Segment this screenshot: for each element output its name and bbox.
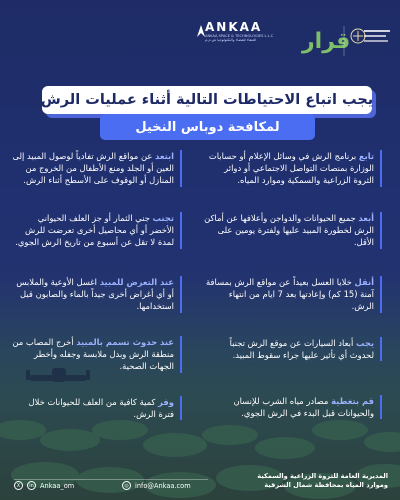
precaution-text: جني الثمار أو جز العلف الحيواني الأخضر أو أي محاصيل أخرى تعرضت للرش لمدة لا تقل عن أسبوع من تاريخ الرش الجوي.	[15, 213, 174, 248]
email-text: info@Ankaa.com	[135, 481, 191, 490]
precaution-item	[204, 337, 382, 361]
header	[0, 10, 400, 54]
brand-sub-ar: العنقاء للفضاء والتكنولوجيا ش.م.م	[205, 38, 257, 43]
page-title: يجب اتباع الاحتياطات التالية أثناء عمليات الرش	[40, 92, 374, 108]
precaution-keyword: أبعد	[358, 213, 374, 223]
precaution-text: اغسل الأوعية والملابس أو أي أغراض أخرى جيداً بالماء والصابون قبل استخدامها.	[16, 277, 174, 312]
precaution-keyword: تابع	[358, 151, 374, 161]
org-line-2: وموارد المياه بمحافظة شمال الشرقية	[264, 481, 388, 490]
title-banner	[42, 86, 372, 114]
precaution-keyword: عند التعرض للمبيد	[99, 277, 174, 287]
precaution-item	[12, 276, 182, 313]
svg-text:قرار: قرار	[302, 29, 351, 54]
email-link[interactable]	[122, 481, 191, 490]
precaution-keyword: ابتعد	[155, 151, 174, 161]
precaution-text: برنامج الرش في وسائل الإعلام أو حسابات الوزارة بمنصات التواصل الاجتماعي أو دوائر الثروة الزراعية والسمكية وموارد المياه.	[208, 151, 374, 186]
ministry-logo	[298, 20, 393, 60]
page-subtitle: لمكافحة دوباس النخيل	[135, 119, 280, 135]
x-icon: X	[14, 481, 23, 490]
precaution-keyword: أنقل	[354, 277, 374, 287]
precaution-item	[12, 212, 182, 249]
precaution-item	[204, 212, 382, 249]
precaution-text: أبعاد السيارات عن موقع الرش تجنباً لحدوث أي تأثير عليها جراء سقوط المبيد.	[229, 338, 374, 361]
globe-icon: ◎	[122, 481, 131, 490]
precaution-keyword: تجنب	[152, 213, 174, 223]
linkedin-icon: in	[27, 481, 36, 490]
precaution-keyword: عند حدوث تسمم بالمبيد	[76, 337, 174, 347]
organization-name	[213, 472, 388, 490]
precaution-text: عن مواقع الرش تفادياً لوصول المبيد إلى العين أو الجلد ومنع الأطفال من الخروج من المنازل أو الوقوف على الأسطح أثناء الرش.	[12, 151, 174, 186]
precaution-item	[12, 396, 182, 420]
footer-divider	[14, 479, 208, 480]
precaution-item	[12, 150, 182, 187]
ankaa-logo	[205, 20, 293, 52]
precaution-item	[204, 150, 382, 187]
precaution-keyword: وفر	[158, 397, 174, 407]
social-handle-text: Ankaa_om	[40, 481, 75, 490]
precaution-keyword: يجب	[355, 338, 374, 348]
precaution-text: جميع الحيوانات والدواجن وأعلافها عن أماكن الرش لخطورة المبيد عليها ولفترة يومين على الأقل.	[204, 213, 374, 248]
precaution-item	[12, 336, 182, 373]
social-handle[interactable]	[14, 481, 74, 490]
precaution-item	[204, 395, 382, 419]
precaution-item	[204, 276, 382, 313]
precaution-keyword: قم بتغطية	[331, 396, 374, 406]
precaution-text: كمية كافية من العلف للحيوانات خلال فترة الرش.	[28, 397, 174, 420]
footer	[0, 464, 400, 500]
precaution-text: مصادر مياه الشرب للإنسان والحيوانات قبل البدء في الرش الجوي.	[233, 396, 374, 419]
brand-name: ANKAA	[205, 20, 263, 34]
subtitle-banner	[100, 114, 315, 140]
precaution-text: أخرج المصاب من منطقة الرش وبدل ملابسة وجفله وأخطر الجهات الصحية.	[12, 337, 174, 372]
precaution-text: خلايا العسل بعيداً عن مواقع الرش بمسافة آمنة (15 كم) وإعادتها بعد 7 ايام من انتهاء الرش.	[206, 277, 374, 312]
org-line-1: المديرية العامة للثروة الزراعية والسمكية	[257, 472, 388, 481]
brand-sub-en: ANKAA SPACE & TECHNOLOGIES L.L.C	[205, 34, 274, 38]
